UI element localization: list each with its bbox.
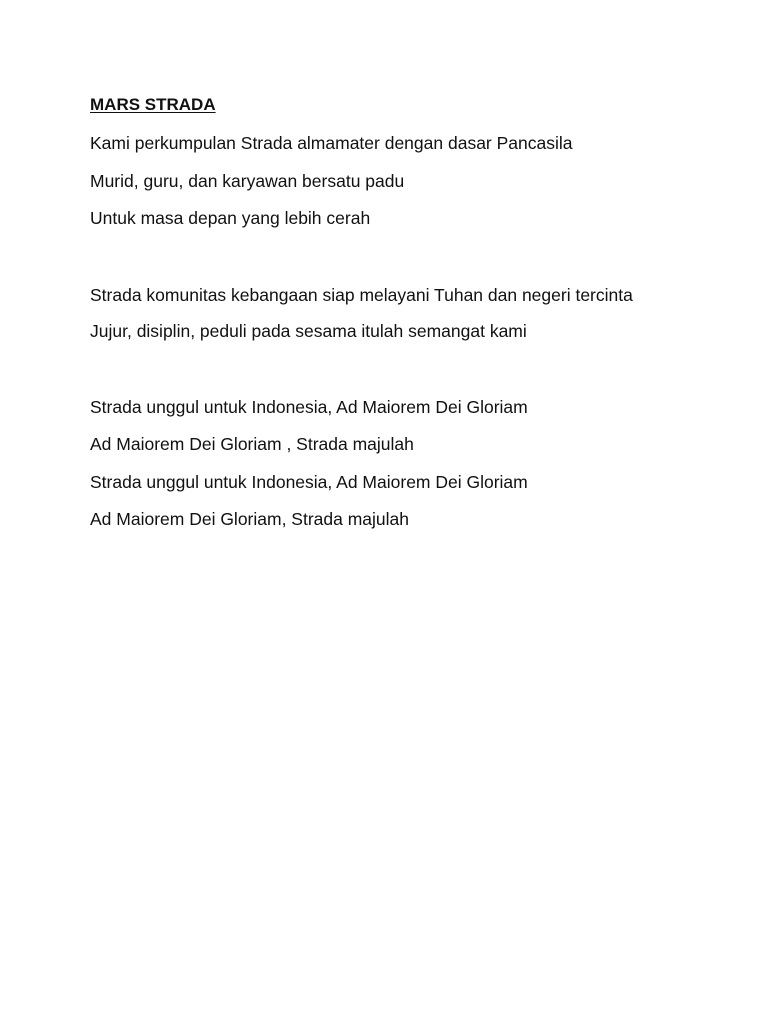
stanza-3-line-4: Ad Maiorem Dei Gloriam, Strada majulah: [90, 509, 410, 529]
stanza-3-line-1: Strada unggul untuk Indonesia, Ad Maiorem Dei Gloriam: [90, 397, 528, 417]
document-title: MARS STRADA: [90, 95, 216, 114]
stanza-3-line-2: Ad Maiorem Dei Gloriam , Strada majulah: [90, 434, 414, 454]
stanza-1-line-3: Untuk masa depan yang lebih cerah: [90, 208, 371, 228]
stanza-3-line-3: Strada unggul untuk Indonesia, Ad Maiorem Dei Gloriam: [90, 472, 528, 492]
stanza-2-line-1: Strada komunitas kebangaan siap melayani Tuhan dan negeri tercinta: [90, 285, 633, 305]
stanza-1-line-1: Kami perkumpulan Strada almamater dengan dasar Pancasila: [90, 133, 573, 153]
stanza-1-line-2: Murid, guru, dan karyawan bersatu padu: [90, 171, 405, 191]
stanza-2-line-2: Jujur, disiplin, peduli pada sesama itulah semangat kami: [90, 321, 527, 341]
